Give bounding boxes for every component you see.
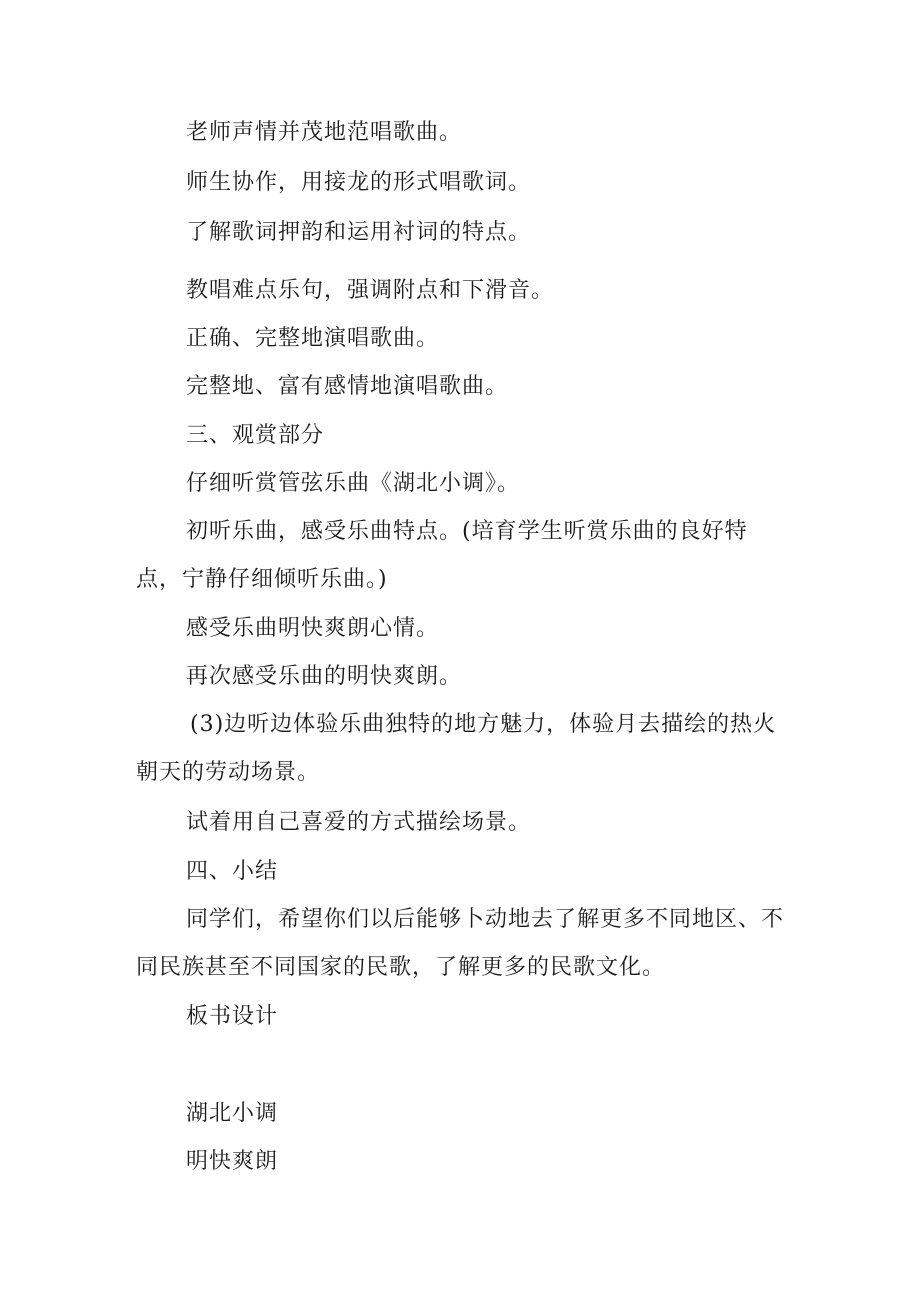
text-line: 再次感受乐曲的明快爽朗。: [186, 664, 463, 689]
text-line: 老师声情并茂地范唱歌曲。: [186, 120, 463, 145]
text-line: 教唱难点乐句，强调附点和下滑音。: [186, 278, 555, 303]
text-line: 点，宁静仔细倾听乐曲。): [136, 567, 388, 592]
text-line: (3)边听边体验乐曲独特的地方魅力，体验月去描绘的热火: [190, 712, 777, 737]
text-line: 感受乐曲明快爽朗心情。: [186, 616, 440, 641]
text-line: 朝天的劳动场景。: [136, 760, 321, 785]
text-line: 正确、完整地演唱歌曲。: [186, 326, 440, 351]
text-line: 初听乐曲，感受乐曲特点。(培育学生听赏乐曲的良好特: [186, 519, 748, 544]
board-line: 湖北小调: [186, 1101, 279, 1126]
text-line: 同学们，希望你们以后能够卜动地去了解更多不同地区、不: [186, 907, 785, 932]
section-heading: 三、观赏部分: [186, 423, 325, 448]
text-line: 试着用自己喜爱的方式描绘场景。: [186, 810, 532, 835]
text-line: 仔细听赏管弦乐曲《湖北小调》。: [186, 471, 521, 496]
section-heading: 四、小结: [186, 859, 279, 884]
text-line: 完整地、富有感情地演唱歌曲。: [186, 374, 509, 399]
text-line: 师生协作，用接龙的形式唱歌词。: [186, 170, 532, 195]
text-line: 同民族甚至不同国家的民歌，了解更多的民歌文化。: [136, 955, 666, 980]
text-line: 了解歌词押韵和运用衬词的特点。: [186, 220, 532, 245]
board-line: 明快爽朗: [186, 1149, 279, 1174]
board-design-heading: 板书设计: [186, 1004, 279, 1029]
